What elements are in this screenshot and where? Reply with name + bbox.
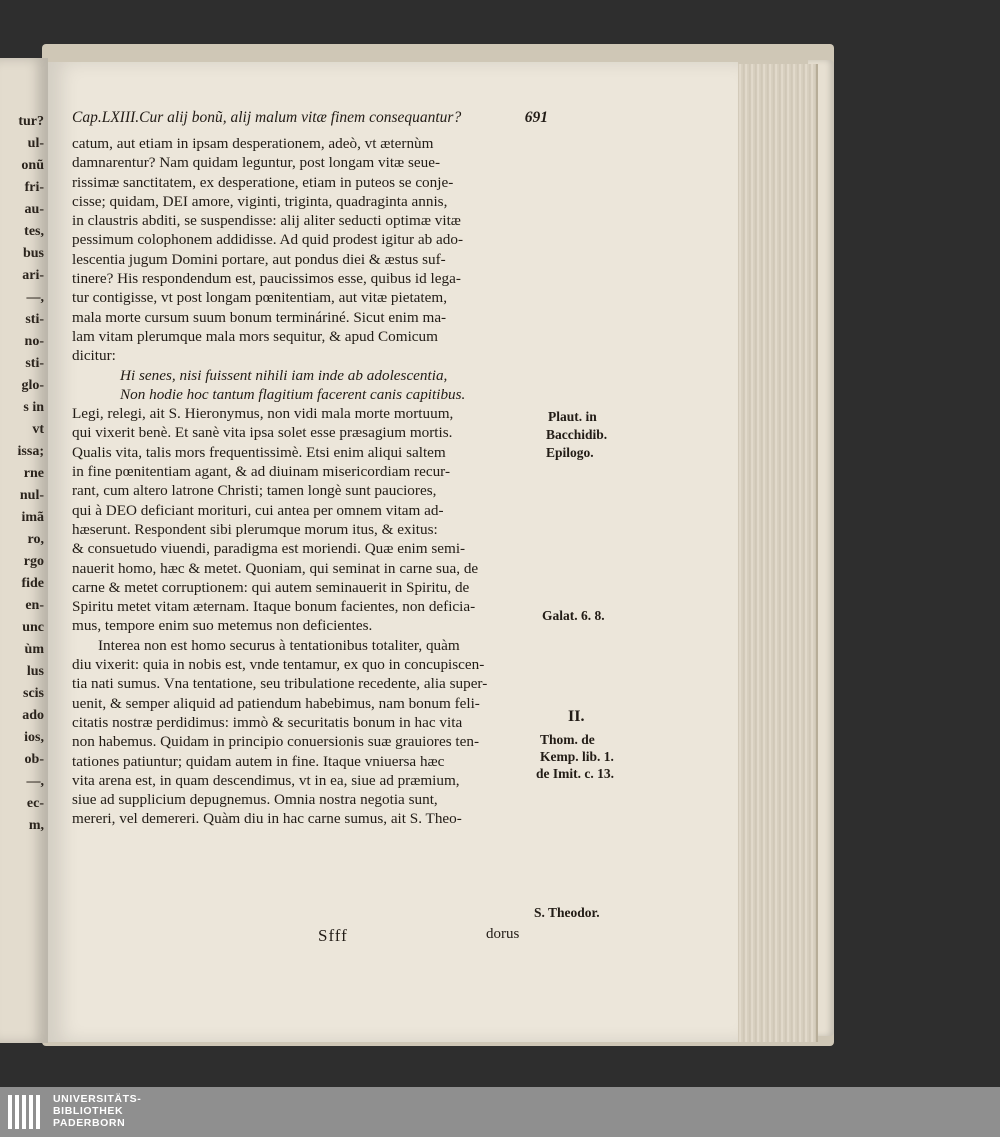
margin-note-plaut-2: Bacchidib. [546,427,608,442]
text-line: carne & metet corruptionem: qui autem seminauerit in Spiritu, de [72,578,470,596]
library-name-line3: PADERBORN [53,1117,126,1129]
text-line: catum, aut etiam in ipsam desperationem, adeò, vt æternùm [72,135,434,152]
text-line: Interea non est homo securus à tentationibus totaliter, quàm [98,636,460,654]
left-page-fragment: —, [26,290,44,305]
left-page-fragment: onũ [21,158,44,173]
text-line: Legi, relegi, ait S. Hieronymus, non vidi mala morte mortuum, [72,405,454,423]
text-line: in fine pœnitentiam agant, & ad diuinam misericordiam recur- [72,463,450,481]
left-page-fragment: ul- [27,136,44,151]
margin-note-numeral: II. [568,708,585,725]
text-line: non habemus. Quidam in principio conuersionis suæ grauiores ten- [72,733,480,751]
margin-note-plaut-3: Epilogo. [546,445,594,460]
running-head-title: Cap.LXIII.Cur alij bonũ, alij malum vitæ finem consequantur? [72,109,462,126]
left-page-fragment: sti- [25,356,44,371]
left-page-fragment: m, [28,818,44,833]
library-name-line2: BIBLIOTHEK [53,1105,124,1117]
text-line: lescentia jugum Domini portare, aut pondus diei & æstus suf- [72,250,446,268]
left-page-fragment: ado [22,708,44,723]
left-page-fragment: ec- [26,796,44,811]
left-page-fragment: rne [23,466,44,481]
left-page-fragment: au- [24,202,44,217]
page-body [72,134,552,829]
left-page-fragment: ro, [27,532,44,547]
left-page-fragment: ios, [24,730,44,745]
library-footer [0,1087,1000,1137]
text-line: citatis nostræ perdidimus: immò & securitatis bonum in hac vita [72,713,463,731]
left-page-fragment: issa; [17,444,44,459]
library-logo-icon [6,1091,42,1133]
left-page-fragment: bus [22,246,44,261]
left-page-fragment: s in [23,400,44,415]
text-line: mala morte cursum suum bonum termináriné. Sicut enim ma- [72,308,447,326]
left-page-fragment: —, [26,774,44,789]
text-line: tia nati sumus. Vna tentatione, seu tribulatione recedente, alia super- [72,675,488,693]
left-page-fragment: vt [32,422,44,437]
text-line: Hi senes, nisi fuissent nihili iam inde ab adolescentia, [120,366,448,384]
text-line: nauerit homo, hæc & metet. Quoniam, qui seminat in carne sua, de [72,559,479,577]
text-line: hæserunt. Respondent sibi plerumque morum itus, & exitus: [72,520,438,538]
left-page-edge [0,58,48,1043]
margin-note-thom-3: de Imit. c. 13. [536,766,614,781]
left-page-fragment: fri- [24,180,44,195]
text-line: & consuetudo viuendi, paradigma est moriendi. Quæ enim semi- [72,540,466,558]
left-page-fragment: fide [21,576,44,591]
left-page-fragment: lus [26,664,44,679]
page-block-edge [730,64,818,1042]
left-page-fragment: glo- [21,378,44,393]
text-line: pessimum colophonem addidisse. Ad quid prodest igitur ab ado- [72,231,464,249]
text-line: in claustris abditi, se suspendisse: alij aliter seducti optimæ vitæ [72,212,461,230]
text-line: lam vitam plerumque mala mors sequitur, & apud Comicum [72,327,438,345]
margin-note-thom-1: Thom. de [540,732,595,747]
left-page-fragment: ari- [22,268,44,283]
text-line: mereri, vel demereri. Quàm diu in hac carne sumus, ait S. Theo- [72,810,462,828]
catchword: dorus [486,926,520,942]
text-line: vita arena est, in quam descendimus, vt in ea, siue ad præmium, [72,771,460,789]
text-line: tur contigisse, vt post longam pœnitentiam, aut vitæ pietatem, [72,289,447,307]
text-line: rant, cum altero latrone Christi; tamen longè sunt pauciores, [72,482,437,500]
margin-note-galat: Galat. 6. 8. [542,608,605,623]
page-number: 691 [524,109,548,126]
left-page-fragment: en- [25,598,44,613]
text-line: rissimæ sanctitatem, ex desperatione, etiam in puteos se conje- [72,173,454,191]
text-line: qui à DEO deficiant morituri, cui antea per omnem vitam ad- [72,501,444,519]
text-line: diu vixerit: quia in nobis est, vnde tentamur, ex quo in concupiscen- [72,656,485,674]
text-line: Non hodie hoc tantum flagitium facerent canis capitibus. [120,385,466,403]
left-page-fragment: rgo [23,554,44,569]
text-line: dicitur: [72,347,116,365]
signature-mark: Sfff [318,926,348,945]
text-line: mus, tempore enim suo metemus non deficientes. [72,617,373,635]
left-page-fragment: unc [22,620,44,635]
margin-note-thom-2: Kemp. lib. 1. [540,749,614,764]
text-line: cisse; quidam, DEI amore, viginti, triginta, quadraginta annis, [72,192,448,210]
text-line: Spiritu metet vitam æternam. Itaque bonum facientes, non deficia- [72,598,476,616]
margin-note-plaut-1: Plaut. in [548,409,597,424]
margin-note-theodor: S. Theodor. [534,905,600,920]
text-line: damnarentur? Nam quidam leguntur, post longam vitæ seue- [72,154,441,172]
text-line: Qualis vita, talis mors frequentissimè. Etsi enim aliqui saltem [72,443,446,461]
left-page-fragment: nul- [19,488,44,503]
left-page-fragment: tes, [24,224,44,239]
text-line: tinere? His respondendum est, paucissimos esse, quibus id lega- [72,270,461,288]
left-page-fragment: imã [21,510,44,525]
left-page-fragment: tur? [18,114,44,129]
text-line: qui vixerit benè. Et sanè vita ipsa solet esse præsagium mortis. [72,424,453,442]
left-page-fragment: no- [24,334,44,349]
left-page-fragment: ùm [24,642,44,657]
left-page-fragment: ob- [24,752,44,767]
left-page-fragment: scis [23,686,44,701]
text-line: uenit, & semper aliquid ad patiendum habebimus, nam bonum feli- [72,694,480,712]
library-name-line1: UNIVERSITÄTS- [53,1093,142,1105]
left-page-fragment: sti- [25,312,44,327]
running-head [72,106,548,132]
text-line: tationes patiuntur; quidam autem in fine. Itaque vniuersa hæc [72,752,445,770]
text-line: siue ad supplicium depugnemus. Omnia nostra negotia sunt, [72,791,438,809]
